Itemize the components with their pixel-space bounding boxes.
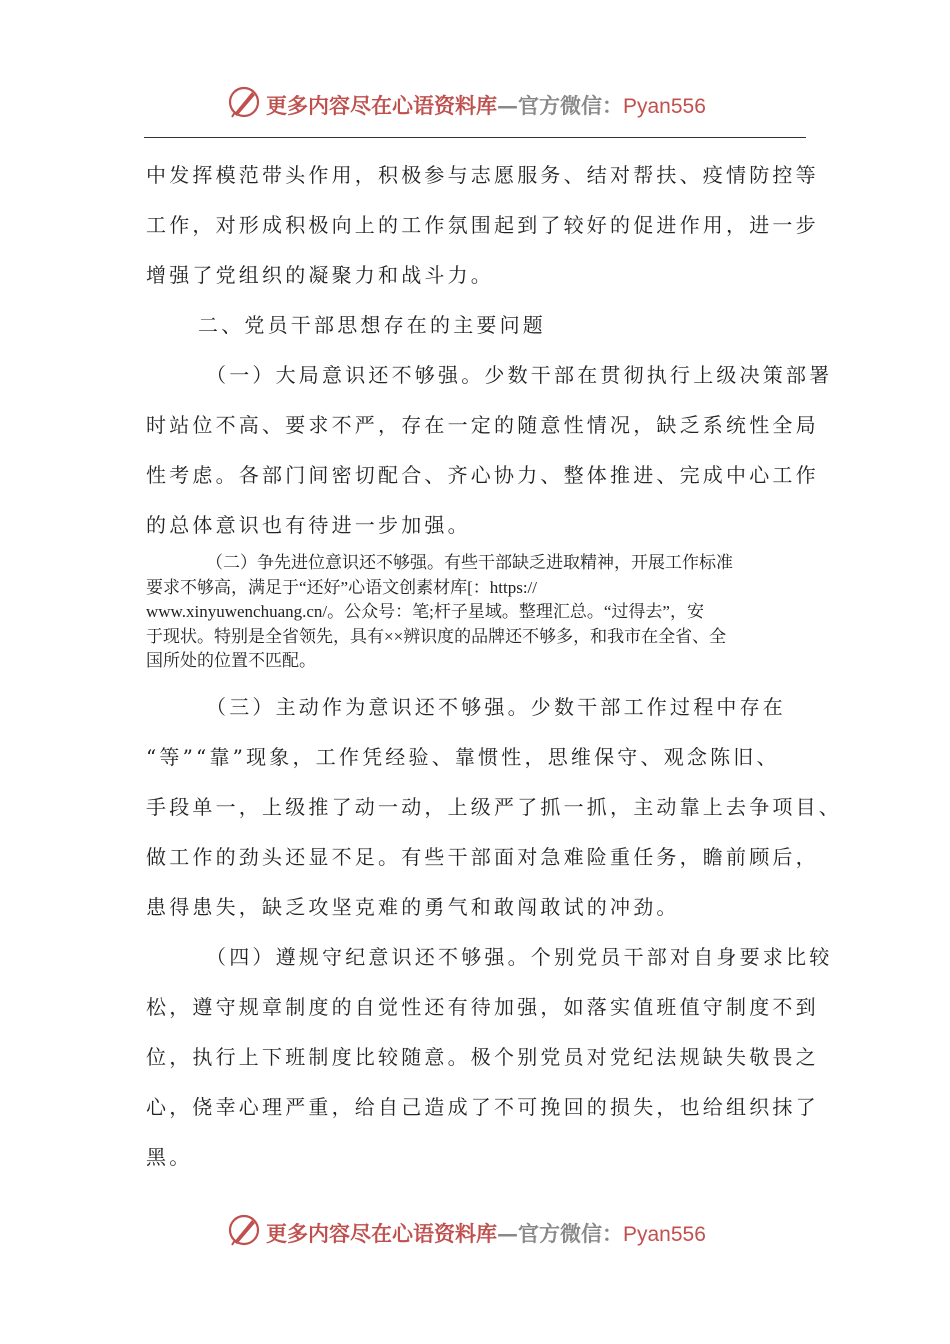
paragraph-2-line: （二）争先进位意识还不够强。有些干部缺乏进取精神，开展工作标准 [206,553,733,572]
paragraph-4-line: 松，遵守规章制度的自觉性还有待加强，如落实值班值守制度不到 [146,994,819,1019]
paragraph-3-line: 手段单一，上级推了动一动，上级严了抓一抓，主动靠上去争项目、 [146,794,842,819]
paragraph-2-line: www.xinyuwenchuang.cn/。公众号：笔;杆子星域。整理汇总。“过得去”，安 [146,602,704,621]
paragraph-2-line: 国所处的位置不匹配。 [146,651,316,670]
pen-circle-logo-icon [226,84,262,120]
text-line: 增强了党组织的凝聚力和战斗力。 [146,263,494,287]
section-heading: 二、党员干部思想存在的主要问题 [198,313,546,337]
paragraph-4-line: （四）遵规守纪意识还不够强。个别党员干部对自身要求比较 [206,944,833,969]
footer-banner [0,1212,950,1252]
paragraph-3-line: （三）主动作为意识还不够强。少数干部工作过程中存在 [206,694,786,719]
header-banner-text: 更多内容尽在心语资料库—官方微信：Pyan556 [266,93,706,118]
text-line: 中发挥模范带头作用，积极参与志愿服务、结对帮扶、疫情防控等 [146,163,819,187]
header-banner [0,84,950,124]
header-divider [144,137,806,138]
paragraph-4-line: 位，执行上下班制度比较随意。极个别党员对党纪法规缺失敬畏之 [146,1044,819,1069]
paragraph-3-line: 患得患失，缺乏攻坚克难的勇气和敢闯敢试的冲劲。 [146,894,680,919]
paragraph-2-line: 于现状。特别是全省领先，具有××辨识度的品牌还不够多，和我市在全省、全 [146,626,727,646]
pen-circle-logo-icon [226,1212,262,1248]
paragraph-3-line: 做工作的劲头还显不足。有些干部面对急难险重任务，瞻前顾后， [146,844,819,869]
paragraph-1-line: 时站位不高、要求不严，存在一定的随意性情况，缺乏系统性全局 [146,413,819,437]
paragraph-1-line: 性考虑。各部门间密切配合、齐心协力、整体推进、完成中心工作 [146,463,819,487]
paragraph-2 [146,551,808,674]
text-line: 工作，对形成积极向上的工作氛围起到了较好的促进作用，进一步 [146,213,819,237]
paragraph-2-line: 要求不够高，满足于“还好”心语文创素材库[：https:// [146,577,537,597]
document-body [146,150,842,1182]
paragraph-3-line: “等”“靠”现象，工作凭经验、靠惯性，思维保守、观念陈旧、 [146,744,780,769]
paragraph-4-line: 黑。 [146,1144,193,1169]
paragraph-1-line: 的总体意识也有待进一步加强。 [146,513,471,537]
footer-banner-text: 更多内容尽在心语资料库—官方微信：Pyan556 [266,1221,706,1246]
paragraph-4-line: 心，侥幸心理严重，给自己造成了不可挽回的损失，也给组织抹了 [146,1094,819,1119]
paragraph-1-line: （一）大局意识还不够强。少数干部在贯彻执行上级决策部署 [206,363,833,387]
